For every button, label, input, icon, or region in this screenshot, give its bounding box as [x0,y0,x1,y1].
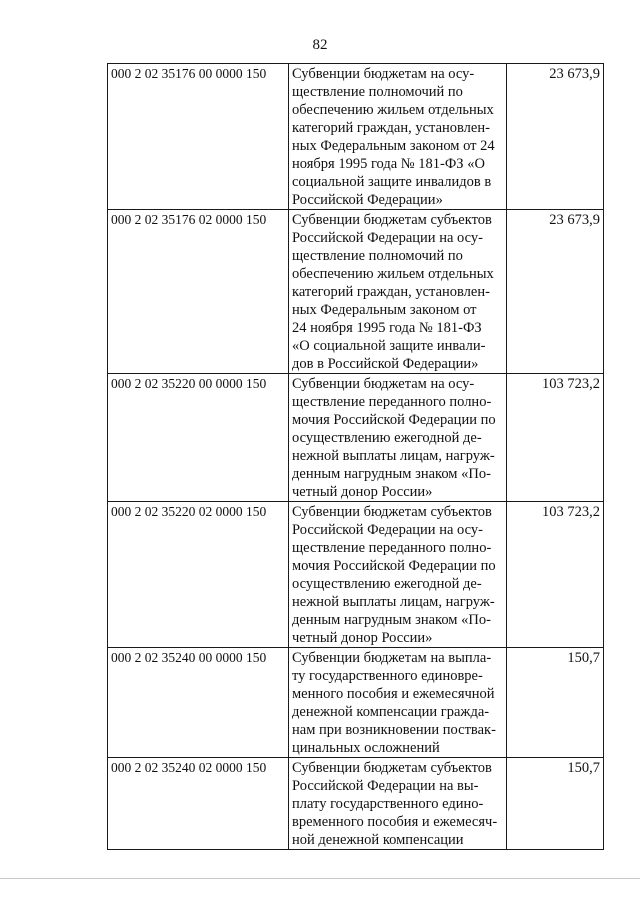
description-line: плату государственного едино- [292,796,484,812]
description-line: четный донор России» [292,630,433,646]
budget-code-cell: 000 2 02 35220 02 0000 150 [108,502,289,648]
table-row [108,502,604,648]
description-line: нам при возникновении поствак- [292,722,496,738]
table-row [108,64,604,210]
description-line: ществление полномочий по [292,84,463,100]
amount-cell: 103 723,2 [507,374,604,502]
description-line: 24 ноября 1995 года № 181-ФЗ [292,320,482,336]
description-line: менного пособия и ежемесячной [292,686,495,702]
budget-table [107,63,604,850]
description-line: мочия Российской Федерации по [292,558,496,574]
description-line: Субвенции бюджетам на выпла- [292,650,492,666]
amount-cell: 23 673,9 [507,64,604,210]
description-line: ществление переданного полно- [292,394,492,410]
description-line: обеспечению жильем отдельных [292,102,494,118]
description-line: ноября 1995 года № 181-ФЗ «О [292,156,485,172]
table-row [108,648,604,758]
description-line: Российской Федерации на осу- [292,230,483,246]
description-cell [289,758,507,850]
description-line: Российской Федерации на осу- [292,522,483,538]
amount-cell: 150,7 [507,758,604,850]
description-line: категорий граждан, установлен- [292,284,490,300]
description-line: осуществлению ежегодной де- [292,576,482,592]
budget-code-cell: 000 2 02 35240 02 0000 150 [108,758,289,850]
budget-code-cell: 000 2 02 35176 02 0000 150 [108,210,289,374]
description-cell [289,374,507,502]
budget-table-body [108,64,604,850]
description-line: Субвенции бюджетам на осу- [292,66,475,82]
description-line: нежной выплаты лицам, нагруж- [292,448,495,464]
description-line: Российской Федерации» [292,192,443,208]
description-line: обеспечению жильем отдельных [292,266,494,282]
description-cell [289,502,507,648]
budget-code-cell: 000 2 02 35240 00 0000 150 [108,648,289,758]
description-line: Субвенции бюджетам на осу- [292,376,475,392]
description-line: денежной компенсации гражда- [292,704,490,720]
description-line: Российской Федерации на вы- [292,778,479,794]
description-cell [289,64,507,210]
description-line: временного пособия и ежемесяч- [292,814,498,830]
description-line: ной денежной компенсации [292,832,464,848]
table-row [108,210,604,374]
description-line: категорий граждан, установлен- [292,120,490,136]
description-line: нежной выплаты лицам, нагруж- [292,594,495,610]
budget-code-cell: 000 2 02 35176 00 0000 150 [108,64,289,210]
description-line: мочия Российской Федерации по [292,412,496,428]
description-cell [289,648,507,758]
description-line: дов в Российской Федерации» [292,356,479,372]
amount-cell: 150,7 [507,648,604,758]
description-line: Субвенции бюджетам субъектов [292,504,492,520]
description-line: Субвенции бюджетам субъектов [292,760,492,776]
description-line: цинальных осложнений [292,740,440,756]
budget-code-cell: 000 2 02 35220 00 0000 150 [108,374,289,502]
description-line: Субвенции бюджетам субъектов [292,212,492,228]
description-cell [289,210,507,374]
table-row [108,758,604,850]
table-row [108,374,604,502]
description-line: ту государственного единовре- [292,668,483,684]
description-line: социальной защите инвалидов в [292,174,492,190]
description-line: денным нагрудным знаком «По- [292,466,491,482]
amount-cell: 23 673,9 [507,210,604,374]
description-line: четный донор России» [292,484,433,500]
description-line: ществление переданного полно- [292,540,492,556]
amount-cell: 103 723,2 [507,502,604,648]
page-bottom-rule [0,878,640,879]
description-line: ных Федеральным законом от [292,302,477,318]
description-line: ществление полномочий по [292,248,463,264]
page-number: 82 [312,37,328,53]
description-line: осуществлению ежегодной де- [292,430,482,446]
description-line: ных Федеральным законом от 24 [292,138,495,154]
description-line: «О социальной защите инвали- [292,338,486,354]
description-line: денным нагрудным знаком «По- [292,612,491,628]
